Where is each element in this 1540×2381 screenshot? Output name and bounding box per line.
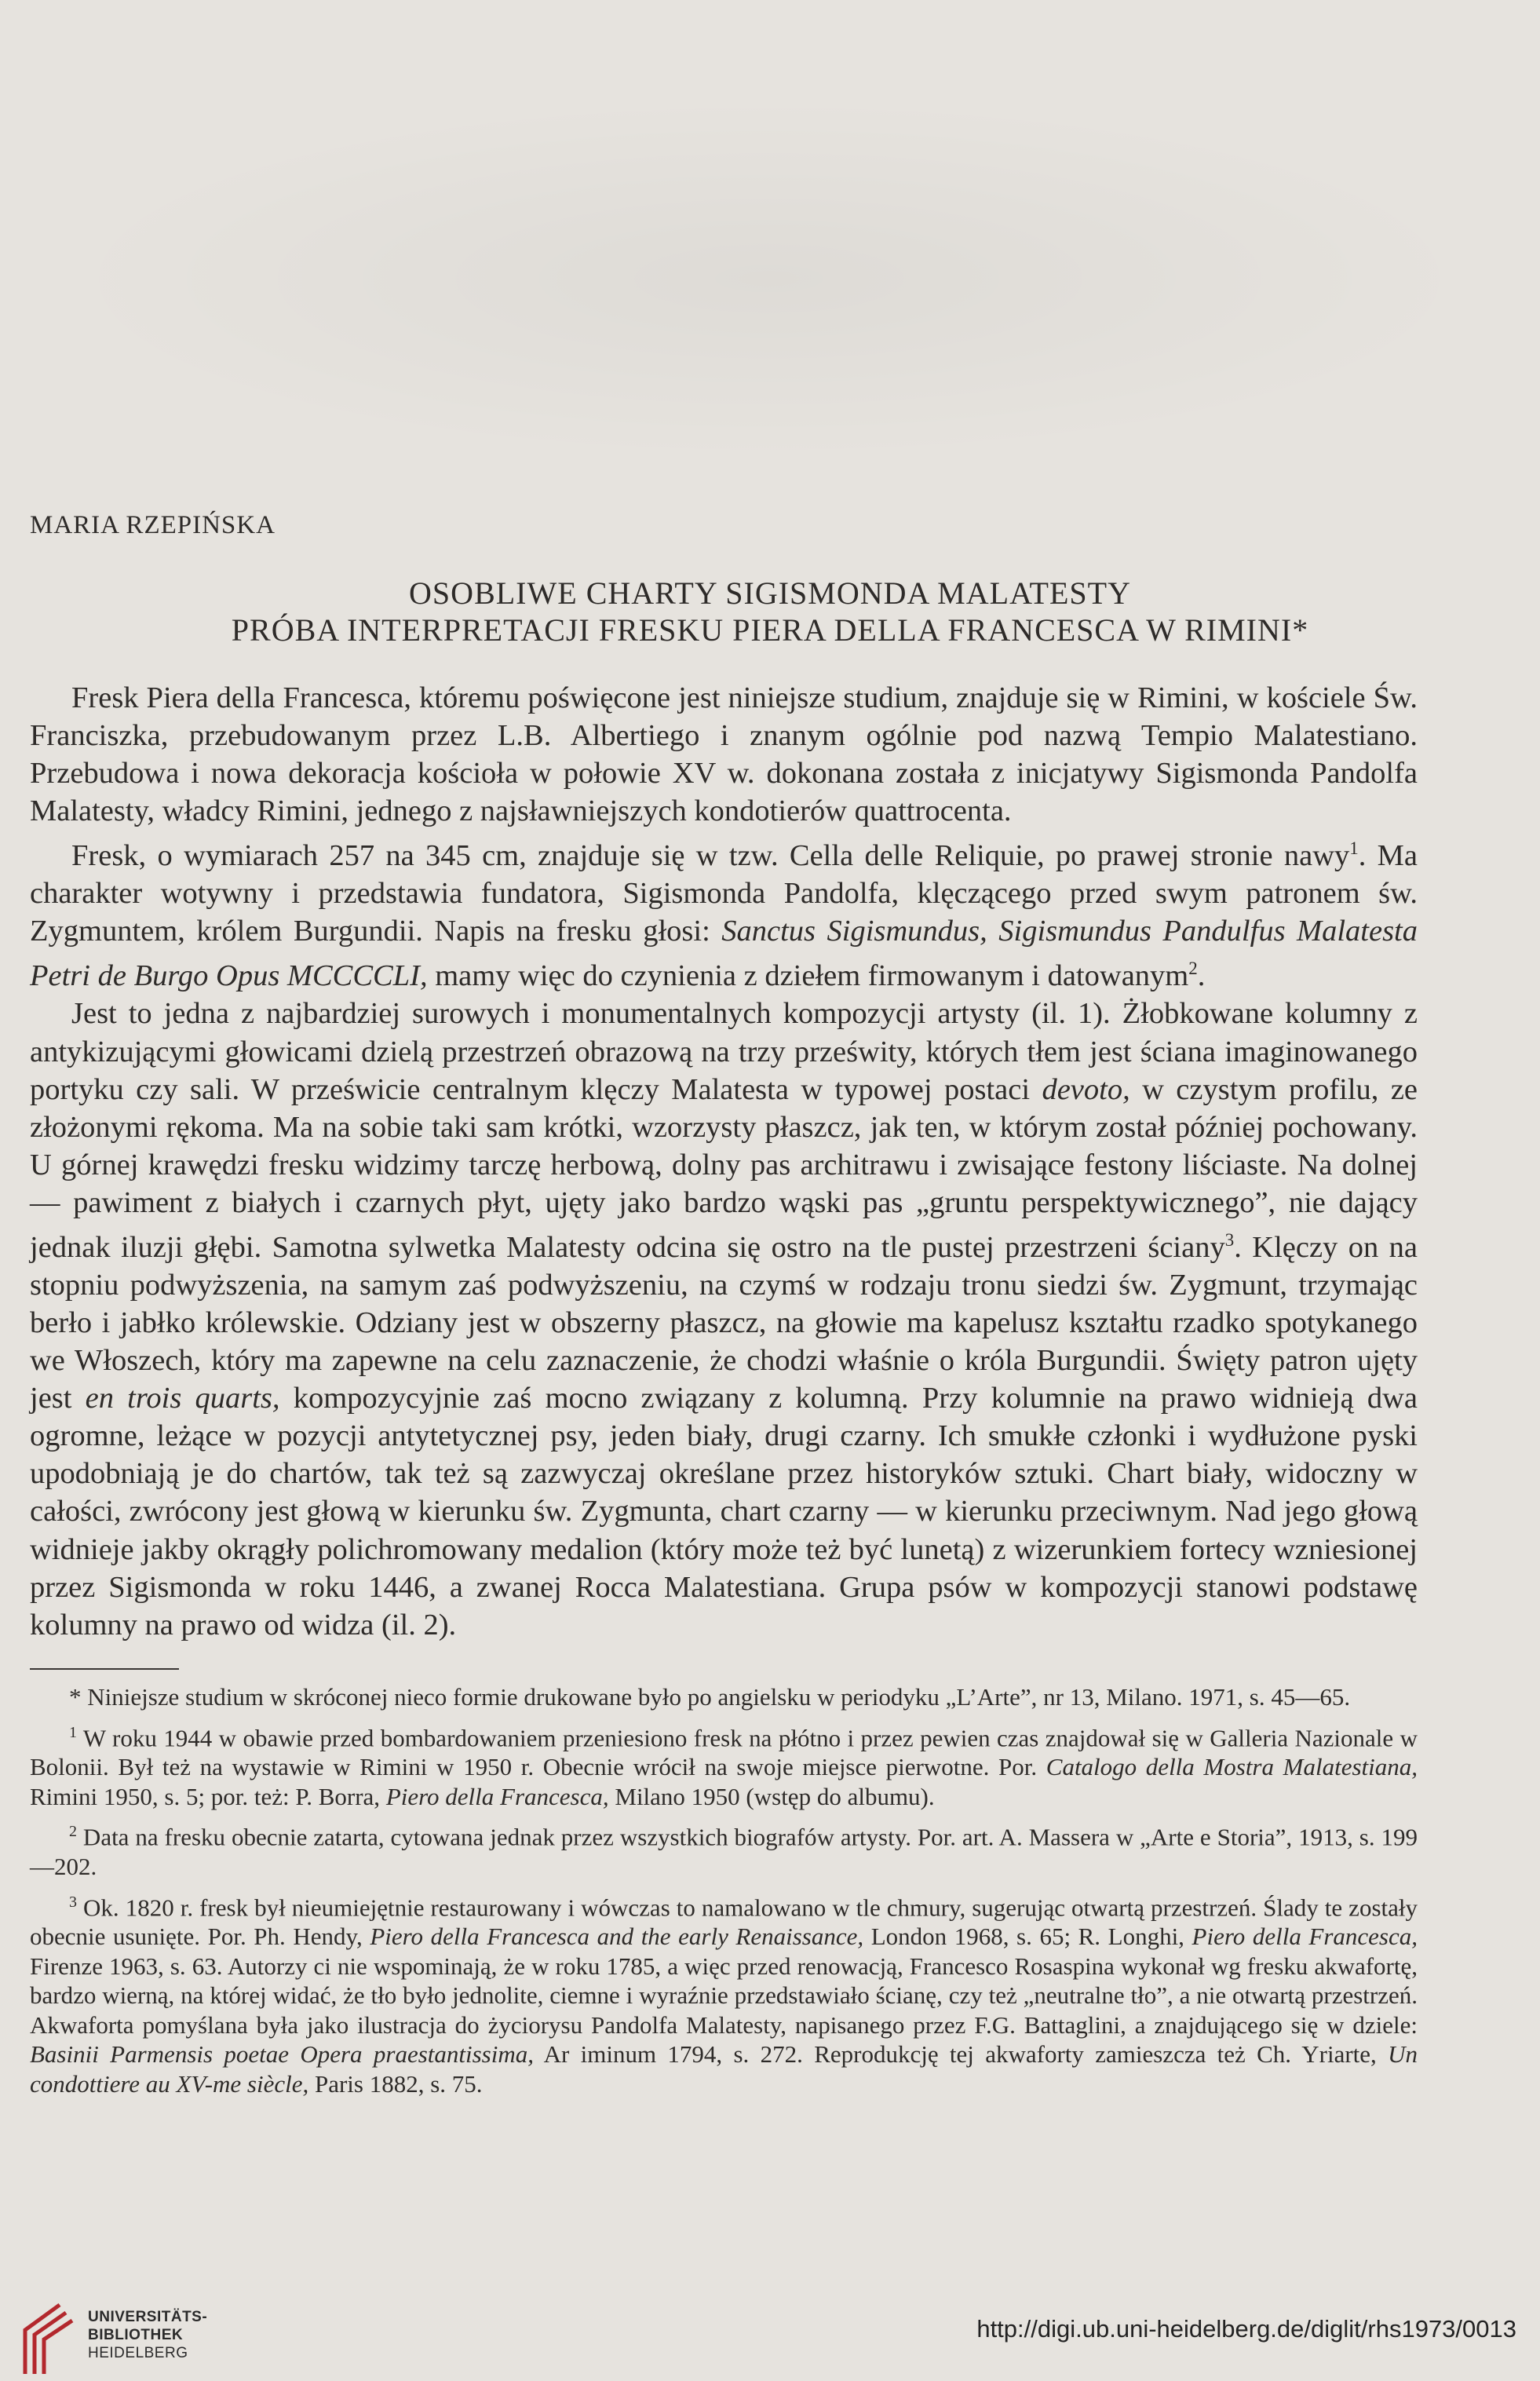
library-footer (0, 2299, 1540, 2381)
footnote: $^3$ Ok. 1820 r. fresk był nieumiejętnie restaurowany i wówczas to namalowano w tle chmury, sugerując otwartą przestrzeń. Ślady te zostały obecnie usunięte. Por. Ph. Hendy, Piero della Francesca and the early Renaissance, London 1968, s. 65; R. Longhi, Piero della Francesca, Firenze 1963, s. 63. Autorzy ci nie wspominają, że w roku 1785, a więc przed renowacją, Francesco Rosaspina wykonał wg fresku akwafortę, bardzo wierną, na której widać, że tło było jednolite, ciemne i wyraźnie przedstawiało ścianę, czy też „neutralne tło”, a nie otwartą przestrzeń. Akwaforta pomyślana była jako ilustracja do życiorysu Pandolfa Malatesty, napisanego przez F.G. Battaglini, a znajdującego się w dziele: Basinii Parmensis poetae Opera praestantissima, Ar iminum 1794, s. 272. Reprodukcję tej akwaforty zamieszcza też Ch. Yriarte, Un condottiere au XV-me siècle, Paris 1882, s. 75. (30, 1893, 1418, 2098)
footnote: * Niniejsze studium w skróconej nieco formie drukowane było po angielsku w periodyku „L’Arte”, nr 13, Milano. 1971, s. 45—65. (69, 1683, 1351, 1711)
footnote-ref[interactable]: 3 (1224, 1229, 1235, 1250)
footnote-divider (30, 1668, 179, 1670)
footnotes (30, 1682, 1418, 2098)
library-logo-icon (16, 2299, 78, 2377)
author-name: MARIA RZEPIŃSKA (30, 511, 276, 539)
paragraph: Jest to jedna z najbardziej surowych i monumentalnych kompozycji artysty (il. 1). Żłobkowane kolumny z antykizującymi głowicami dzielą przestrzeń obrazową na trzy prześwity, których tłem jest ściana imaginowanego portyku czy sali. W prześwicie centralnym klęczy Malatesta w typowej postaci devoto, w czystym profilu, ze złożonymi rękoma. Ma na sobie taki sam krótki, wzorzysty płaszcz, jak ten, w którym został później pochowany. U górnej krawędzi fresku widzimy tarczę herbową, dolny pas architrawu i zwisające festony liściaste. Na dolnej — pawiment z białych i czarnych płyt, ujęty jako bardzo wąski pas „gruntu perspektywicznego”, nie dający jednak iluzji głębi. Samotna sylwetka Malatesty odcina się ostro na tle pustej przestrzeni ściany$^3$. Klęczy on na stopniu podwyższenia, na samym zaś podwyższeniu, na czymś w rodzaju tronu siedzi św. Zygmunt, trzymając berło i jabłko królewskie. Odziany jest w obszerny płaszcz, na głowie ma kapelusz kształtu rzadko spotykanego we Włoszech, który ma zapewne na celu zaznaczenie, że chodzi właśnie o króla Burgundii. Święty patron ujęty jest en trois quarts, kompozycyjnie zaś mocno związany z kolumną. Przy kolumnie na prawo widnieją dwa ogromne, leżące w pozycji antytetycznej psy, jeden biały, drugi czarny. Ich smukłe członki i wydłużone pyski upodobniają je do chartów, tak też są zazwyczaj określane przez historyków sztuki. Chart biały, widoczny w całości, zwrócony jest głową w kierunku św. Zygmunta, chart czarny — w kierunku przeciwnym. Nad jego głową widnieje jakby okrągły polichromowany medalion (który może też być lunetą) z wizerunkiem fortecy wzniesionej przez Sigismonda w roku 1446, a zwanej Rocca Malatestiana. Grupa psów w kompozycji stanowi podstawę kolumny na prawo od widza (il. 2). (30, 997, 1418, 1642)
footnote-ref[interactable]: 1 (1349, 838, 1359, 859)
source-url[interactable]: http://digi.ub.uni-heidelberg.de/diglit/rhs1973/0013 (976, 2315, 1516, 2343)
article-title (0, 575, 1540, 648)
paragraph: Fresk Piera della Francesca, któremu poświęcone jest niniejsze studium, znajduje się w Rimini, w kościele Św. Franciszka, przebudowanym przez L.B. Albertiego i znanym ogólnie pod nazwą Tempio Malatestiano. Przebudowa i nowa dekoracja kościoła w połowie XV w. dokonana została z inicjatywy Sigismonda Pandolfa Malatesty, władcy Rimini, jednego z najsławniejszych kondotierów quattrocenta. (30, 681, 1418, 828)
title-line-1: OSOBLIWE CHARTY SIGISMONDA MALATESTY (409, 575, 1131, 611)
paragraph: Fresk, o wymiarach 257 na 345 cm, znajduje się w tzw. Cella delle Reliquie, po prawej stronie nawy$^1$. Ma charakter wotywny i przedstawia fundatora, Sigismonda Pandolfa, klęczącego przed swym patronem św. Zygmuntem, królem Burgundii. Napis na fresku głosi: Sanctus Sigismundus, Sigismundus Pandulfus Malatesta Petri de Burgo Opus MCCCCLI, mamy więc do czynienia z dziełem firmowanym i datowanym$^2$. (30, 838, 1418, 993)
title-line-2: PRÓBA INTERPRETACJI FRESKU PIERA DELLA FRANCESCA W RIMINI* (231, 612, 1309, 648)
footnote-ref[interactable]: 2 (1188, 959, 1198, 979)
footnote: $^1$ W roku 1944 w obawie przed bombardowaniem przeniesiono fresk na płótno i przez pewien czas znajdował się w Galleria Nazionale w Bolonii. Był też na wystawie w Rimini w 1950 r. Obecnie wrócił na swoje miejsce pierwotne. Por. Catalogo della Mostra Malatestiana, Rimini 1950, s. 5; por. też: P. Borra, Piero della Francesca, Milano 1950 (wstęp do albumu). (30, 1723, 1418, 1810)
library-logo-text: UNIVERSITÄTS- BIBLIOTHEK HEIDELBERG (88, 2309, 208, 2361)
show-through-area (47, 94, 1491, 463)
article-body (30, 679, 1418, 1644)
footnote: $^2$ Data na fresku obecnie zatarta, cytowana jednak przez wszystkich biografów artysty. Por. art. A. Massera w „Arte e Storia”, 1913, s. 199—202. (30, 1823, 1418, 1881)
